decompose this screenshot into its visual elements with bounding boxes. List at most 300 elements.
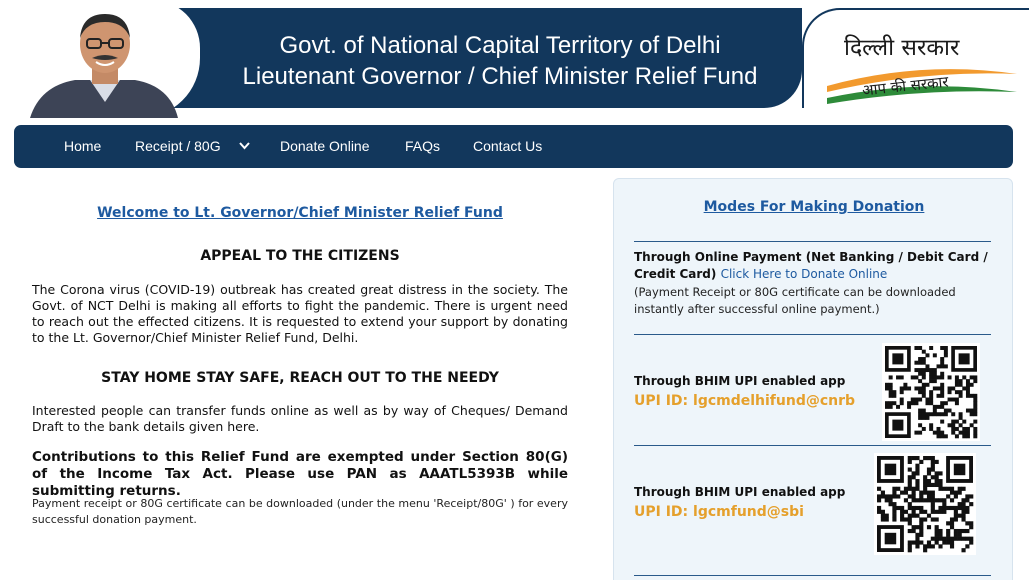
- qr-module: [959, 383, 963, 387]
- qr-module: [951, 386, 955, 390]
- qr-module: [969, 502, 973, 506]
- qr-module: [929, 394, 933, 398]
- qr-module: [912, 491, 916, 495]
- qr-module: [959, 394, 963, 398]
- qr-module: [912, 475, 916, 479]
- qr-module: [900, 510, 904, 514]
- qr-module: [931, 517, 935, 521]
- qr-module: [923, 475, 927, 479]
- qr-module: [965, 506, 969, 510]
- qr-module: [937, 412, 941, 416]
- qr-module: [885, 494, 889, 498]
- qr-module: [958, 506, 962, 510]
- stay-home-heading: STAY HOME STAY SAFE, REACH OUT TO THE NEEDY: [101, 370, 499, 386]
- qr-module: [940, 405, 944, 409]
- qr-module: [965, 521, 969, 525]
- qr-module: [922, 390, 926, 394]
- title-line-2: Lieutenant Governor / Chief Minister Relief Fund: [242, 63, 758, 90]
- qr-module: [892, 506, 896, 510]
- upi-id-1: UPI ID: lgcmdelhifund@cnrb: [634, 393, 856, 409]
- qr-module: [923, 548, 927, 552]
- qr-module: [935, 529, 939, 533]
- qr-module: [915, 525, 919, 529]
- divider: [634, 575, 991, 576]
- qr-module: [973, 375, 977, 379]
- qr-module: [946, 521, 950, 525]
- qr-module: [940, 386, 944, 390]
- donate-online-link[interactable]: Click Here to Donate Online: [720, 267, 888, 281]
- qr-module: [940, 434, 944, 438]
- qr-module: [931, 537, 935, 541]
- qr-module: [969, 494, 973, 498]
- qr-module: [892, 514, 896, 518]
- qr-module: [958, 487, 962, 491]
- qr-module: [940, 420, 944, 424]
- qr-module: [961, 498, 965, 502]
- qr-module: [927, 498, 931, 502]
- qr-module: [969, 537, 973, 541]
- qr-module: [911, 398, 915, 402]
- qr-module: [908, 521, 912, 525]
- qr-module: [919, 525, 923, 529]
- qr-module: [937, 375, 941, 379]
- qr-module: [958, 529, 962, 533]
- qr-module: [885, 405, 889, 409]
- qr-module: [912, 456, 916, 460]
- divider: [634, 334, 991, 335]
- qr-module: [948, 409, 952, 413]
- qr-module: [931, 456, 935, 460]
- qr-module: [912, 510, 916, 514]
- qr-module: [955, 401, 959, 405]
- qr-module: [914, 431, 918, 435]
- qr-module: [938, 533, 942, 537]
- qr-module: [942, 498, 946, 502]
- qr-module: [900, 401, 904, 405]
- qr-module: [925, 368, 929, 372]
- title-line-1: Govt. of National Capital Territory of Delhi: [279, 32, 721, 59]
- qr-module: [925, 383, 929, 387]
- qr-module: [904, 487, 908, 491]
- qr-module: [914, 361, 918, 365]
- qr-module: [908, 456, 912, 460]
- qr-module: [889, 405, 893, 409]
- qr-module: [929, 346, 933, 350]
- qr-module: [922, 412, 926, 416]
- qr-module: [937, 386, 941, 390]
- qr-module: [904, 510, 908, 514]
- qr-module: [907, 405, 911, 409]
- qr-module: [931, 464, 935, 468]
- qr-module: [935, 471, 939, 475]
- qr-module: [889, 502, 893, 506]
- qr-module: [915, 498, 919, 502]
- qr-module: [944, 412, 948, 416]
- qr-module: [966, 379, 970, 383]
- qr-module: [961, 517, 965, 521]
- qr-module: [922, 368, 926, 372]
- qr-module: [944, 353, 948, 357]
- nav-contact-us[interactable]: Contact Us: [473, 138, 543, 154]
- qr-module: [946, 494, 950, 498]
- qr-module: [961, 548, 965, 552]
- qr-module: [918, 431, 922, 435]
- online-payment-title: Through Online Payment (Net Banking / Debit Card / Credit Card): [634, 250, 988, 281]
- qr-module: [933, 412, 937, 416]
- qr-module: [959, 390, 963, 394]
- qr-module: [973, 379, 977, 383]
- qr-module: [951, 420, 955, 424]
- qr-module: [896, 405, 900, 409]
- qr-module: [900, 517, 904, 521]
- qr-module: [923, 544, 927, 548]
- qr-module: [973, 394, 977, 398]
- qr-module: [959, 412, 963, 416]
- qr-module: [961, 514, 965, 518]
- welcome-heading: Welcome to Lt. Governor/Chief Minister Relief Fund: [97, 205, 503, 221]
- qr-module: [914, 346, 918, 350]
- qr-module: [881, 494, 885, 498]
- qr-module: [892, 510, 896, 514]
- qr-module: [927, 483, 931, 487]
- qr-module: [933, 409, 937, 413]
- qr-module: [940, 401, 944, 405]
- qr-module: [885, 401, 889, 405]
- qr-module: [914, 368, 918, 372]
- nav-donate-online[interactable]: Donate Online: [280, 138, 370, 154]
- qr-module: [927, 540, 931, 544]
- qr-module: [919, 494, 923, 498]
- qr-module: [935, 537, 939, 541]
- qr-module: [954, 517, 958, 521]
- qr-module: [931, 491, 935, 495]
- qr-module: [915, 471, 919, 475]
- qr-module: [922, 375, 926, 379]
- qr-module: [955, 375, 959, 379]
- qr-module: [942, 487, 946, 491]
- qr-module: [892, 401, 896, 405]
- qr-module: [938, 471, 942, 475]
- qr-module: [959, 379, 963, 383]
- qr-module: [935, 475, 939, 479]
- qr-module: [966, 427, 970, 431]
- qr-module: [885, 386, 889, 390]
- qr-module: [938, 529, 942, 533]
- qr-code-image: [882, 343, 980, 441]
- qr-module: [877, 487, 881, 491]
- qr-module: [918, 409, 922, 413]
- qr-module: [944, 434, 948, 438]
- qr-module: [951, 427, 955, 431]
- qr-module: [938, 479, 942, 483]
- donation-modes-panel: [613, 178, 1013, 580]
- qr-module: [938, 544, 942, 548]
- qr-module: [918, 368, 922, 372]
- nav-home[interactable]: Home: [64, 138, 102, 154]
- qr-module: [923, 487, 927, 491]
- qr-module: [922, 372, 926, 376]
- qr-module: [970, 375, 974, 379]
- qr-module: [915, 533, 919, 537]
- transfer-paragraph: Interested people can transfer funds online as well as by way of Cheques/ Demand Draft to the bank details given here.: [32, 403, 568, 434]
- qr-module: [942, 540, 946, 544]
- qr-module: [915, 456, 919, 460]
- qr-module: [925, 364, 929, 368]
- qr-module: [938, 487, 942, 491]
- qr-module: [931, 502, 935, 506]
- qr-module: [922, 409, 926, 413]
- qr-module: [950, 506, 954, 510]
- qr-module: [925, 353, 929, 357]
- qr-module: [900, 398, 904, 402]
- qr-module: [938, 537, 942, 541]
- qr-module: [929, 372, 933, 376]
- qr-module: [938, 483, 942, 487]
- qr-module: [946, 529, 950, 533]
- qr-module: [915, 468, 919, 472]
- qr-module: [966, 409, 970, 413]
- qr-module: [908, 468, 912, 472]
- qr-module: [961, 502, 965, 506]
- qr-module: [918, 361, 922, 365]
- qr-module: [915, 487, 919, 491]
- qr-module: [929, 390, 933, 394]
- qr-module: [900, 491, 904, 495]
- qr-module: [889, 494, 893, 498]
- online-payment-note: (Payment Receipt or 80G certificate can be downloaded instantly after successful online payment.): [634, 285, 956, 316]
- qr-module: [885, 517, 889, 521]
- qr-finder: [885, 533, 897, 545]
- qr-module: [907, 401, 911, 405]
- qr-module: [935, 460, 939, 464]
- qr-module: [955, 427, 959, 431]
- qr-module: [940, 357, 944, 361]
- divider: [634, 445, 991, 446]
- qr-module: [929, 379, 933, 383]
- qr-module: [965, 544, 969, 548]
- qr-module: [959, 431, 963, 435]
- qr-module: [937, 431, 941, 435]
- qr-module: [955, 398, 959, 402]
- qr-module: [940, 346, 944, 350]
- qr-module: [940, 361, 944, 365]
- qr-module: [935, 479, 939, 483]
- qr-module: [919, 540, 923, 544]
- qr-module: [954, 533, 958, 537]
- qr-module: [912, 514, 916, 518]
- qr-module: [942, 506, 946, 510]
- qr-module: [940, 431, 944, 435]
- qr-module: [919, 533, 923, 537]
- qr-module: [948, 423, 952, 427]
- qr-module: [973, 398, 977, 402]
- qr-module: [923, 517, 927, 521]
- qr-module: [966, 434, 970, 438]
- qr-module: [918, 423, 922, 427]
- qr-module: [915, 506, 919, 510]
- qr-module: [914, 398, 918, 402]
- qr-module: [973, 412, 977, 416]
- qr-module: [922, 386, 926, 390]
- qr-module: [966, 386, 970, 390]
- qr-module: [919, 521, 923, 525]
- qr-module: [940, 375, 944, 379]
- qr-module: [877, 498, 881, 502]
- nav-faqs[interactable]: FAQs: [405, 138, 441, 154]
- qr-module: [912, 540, 916, 544]
- qr-module: [918, 412, 922, 416]
- qr-module: [918, 379, 922, 383]
- qr-module: [935, 533, 939, 537]
- qr-module: [948, 375, 952, 379]
- qr-module: [973, 434, 977, 438]
- qr-module: [946, 537, 950, 541]
- qr-module: [927, 479, 931, 483]
- main-nav: [14, 125, 1013, 168]
- qr-module: [889, 375, 893, 379]
- qr-module: [904, 491, 908, 495]
- qr-module: [908, 487, 912, 491]
- delhi-sarkar-logo: [802, 8, 1029, 108]
- qr-module: [940, 372, 944, 376]
- qr-module: [927, 525, 931, 529]
- qr-module: [929, 423, 933, 427]
- qr-module: [919, 517, 923, 521]
- qr-module: [955, 390, 959, 394]
- qr-module: [929, 398, 933, 402]
- qr-module: [965, 537, 969, 541]
- qr-module: [911, 401, 915, 405]
- qr-module: [961, 506, 965, 510]
- qr-module: [907, 386, 911, 390]
- qr-module: [931, 498, 935, 502]
- qr-module: [946, 540, 950, 544]
- qr-module: [918, 386, 922, 390]
- qr-module: [950, 491, 954, 495]
- qr-module: [973, 427, 977, 431]
- nav-receipt-80g[interactable]: [135, 138, 255, 154]
- qr-module: [889, 383, 893, 387]
- qr-module: [969, 521, 973, 525]
- qr-module: [933, 375, 937, 379]
- qr-module: [927, 491, 931, 495]
- logo-text-sub: आप की सरकार: [861, 72, 950, 100]
- qr-module: [900, 375, 904, 379]
- qr-module: [912, 487, 916, 491]
- qr-module: [961, 537, 965, 541]
- qr-module: [944, 350, 948, 354]
- qr-module: [959, 416, 963, 420]
- qr-module: [933, 431, 937, 435]
- qr-module: [922, 357, 926, 361]
- qr-module: [940, 390, 944, 394]
- upi-id-2: UPI ID: lgcmfund@sbi: [634, 504, 804, 520]
- qr-module: [927, 456, 931, 460]
- qr-module: [962, 420, 966, 424]
- qr-module: [925, 412, 929, 416]
- qr-module: [933, 368, 937, 372]
- qr-module: [955, 420, 959, 424]
- qr-module: [925, 401, 929, 405]
- qr-module: [877, 510, 881, 514]
- qr-module: [885, 514, 889, 518]
- qr-module: [903, 383, 907, 387]
- qr-module: [950, 521, 954, 525]
- qr-module: [946, 487, 950, 491]
- qr-finder: [885, 464, 897, 476]
- qr-module: [912, 498, 916, 502]
- qr-module: [908, 506, 912, 510]
- qr-module: [969, 525, 973, 529]
- qr-module: [918, 390, 922, 394]
- qr-module: [931, 468, 935, 472]
- qr-code-image: [874, 453, 976, 555]
- qr-module: [933, 386, 937, 390]
- qr-module: [950, 525, 954, 529]
- qr-module: [892, 390, 896, 394]
- qr-module: [889, 386, 893, 390]
- qr-module: [915, 514, 919, 518]
- qr-module: [933, 372, 937, 376]
- qr-module: [951, 412, 955, 416]
- qr-module: [918, 357, 922, 361]
- qr-module: [904, 498, 908, 502]
- qr-module: [896, 487, 900, 491]
- qr-module: [918, 416, 922, 420]
- qr-module: [973, 431, 977, 435]
- qr-module: [929, 412, 933, 416]
- qr-module: [944, 364, 948, 368]
- qr-module: [889, 498, 893, 502]
- qr-module: [961, 529, 965, 533]
- qr-module: [937, 364, 941, 368]
- qr-module: [961, 510, 965, 514]
- qr-module: [892, 517, 896, 521]
- qr-module: [970, 412, 974, 416]
- qr-module: [931, 483, 935, 487]
- qr-module: [970, 423, 974, 427]
- qr-finder: [892, 353, 903, 364]
- qr-module: [925, 398, 929, 402]
- site-header: [0, 0, 1029, 118]
- qr-module: [959, 423, 963, 427]
- qr-module: [940, 394, 944, 398]
- qr-module: [918, 398, 922, 402]
- qr-module: [908, 544, 912, 548]
- qr-module: [944, 401, 948, 405]
- qr-module: [922, 416, 926, 420]
- qr-module: [918, 346, 922, 350]
- qr-module: [892, 394, 896, 398]
- qr-module: [950, 544, 954, 548]
- receipt-paragraph: Payment receipt or 80G certificate can be downloaded (under the menu 'Receipt/80G' ) for every successful donation payment.: [32, 497, 568, 526]
- qr-module: [900, 514, 904, 518]
- qr-module: [927, 468, 931, 472]
- qr-module: [892, 502, 896, 506]
- qr-module: [908, 483, 912, 487]
- qr-module: [915, 540, 919, 544]
- qr-module: [950, 537, 954, 541]
- qr-module: [918, 372, 922, 376]
- qr-module: [908, 517, 912, 521]
- qr-module: [965, 498, 969, 502]
- qr-module: [908, 529, 912, 533]
- nav-receipt-label: Receipt / 80G: [135, 138, 221, 154]
- qr-module: [923, 479, 927, 483]
- qr-module: [970, 383, 974, 387]
- donation-modes-title: Modes For Making Donation: [703, 199, 925, 215]
- qr-module: [935, 498, 939, 502]
